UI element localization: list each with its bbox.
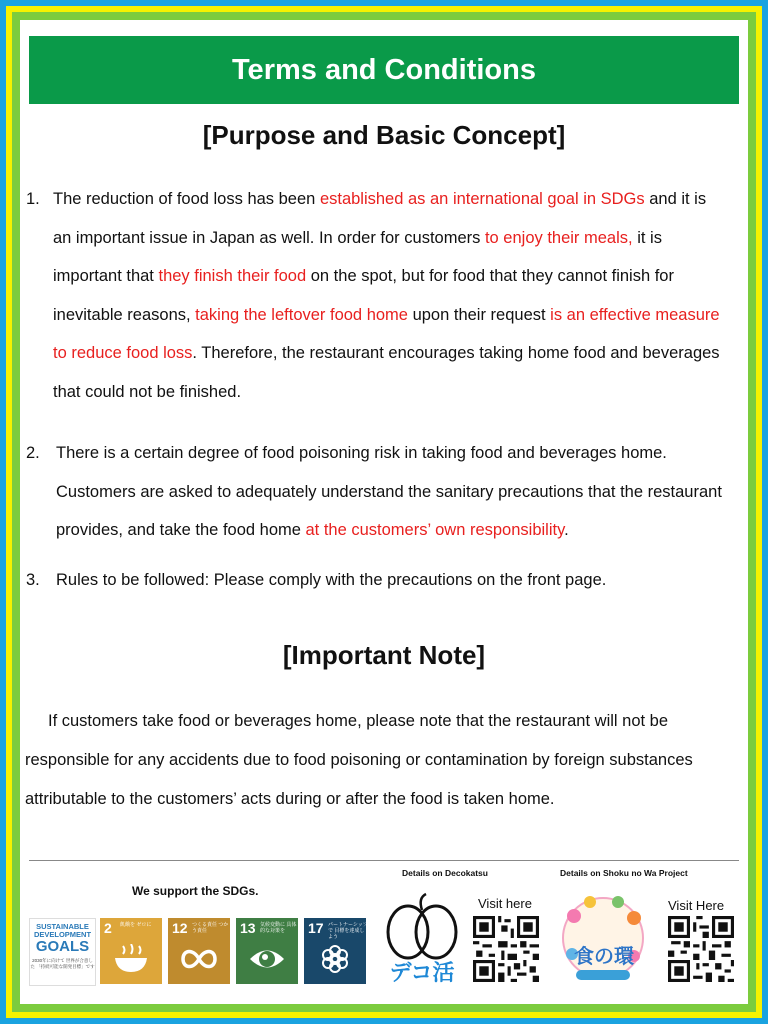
eye-globe-icon <box>249 944 285 974</box>
item-text: There is a certain degree of food poisoning risk in taking food and beverages home. Customers are asked to adequately understand the sanitary precautions that the restaurant provides, and take the food home at the customers’ own responsibility. <box>56 444 722 540</box>
shoku-no-wa-label: Details on Shoku no Wa Project <box>560 868 688 878</box>
shoku-no-wa-logo-text: 食の環 <box>574 944 634 968</box>
list-item-3 <box>26 561 738 601</box>
shoku-no-wa-visit-link[interactable]: Visit Here <box>668 898 725 913</box>
bowl-icon <box>113 944 149 974</box>
decokatsu-label: Details on Decokatsu <box>402 868 488 878</box>
item-text: Rules to be followed: Please comply with the precautions on the front page. <box>56 571 607 589</box>
section-heading-important-note: [Important Note] <box>282 640 486 670</box>
item-number: 2. <box>26 444 40 462</box>
page-title: Terms and Conditions <box>29 36 739 104</box>
infinity-icon <box>181 944 217 974</box>
decokatsu-visit-link[interactable]: Visit here <box>478 896 532 911</box>
decokatsu-qr-code-icon[interactable] <box>473 916 539 982</box>
sdg-support-label: We support the SDGs. <box>132 884 259 898</box>
footer-divider <box>29 860 739 861</box>
decokatsu-logo-text: デコ活 <box>389 960 455 985</box>
item-text: The reduction of food loss has been established as an international goal in SDGs and it is an important issue in Japan as well. In order for customers to enjoy their meals, it is important that they finish their food on the spot, but for food that they cannot finish for inevitable reasons, taking the leftover food home upon their request is an effective measure to reduce food loss. Therefore, the restaurant encourages taking home food and beverages that could not be finished. <box>53 190 720 401</box>
sdg-logo: SUSTAINABLE DEVELOPMENT GOALS 2030年に向けて 世界が合意した 「持続可能な開発目標」です <box>29 918 96 986</box>
sdg-goal-17: 17 パートナーシップで 目標を達成しよう <box>304 918 366 984</box>
list-item-2 <box>26 434 738 554</box>
list-item-1 <box>26 180 726 420</box>
item-number: 3. <box>26 571 40 589</box>
item-number: 1. <box>26 190 40 208</box>
sdg-goal-13: 13 気候変動に 具体的な対策を <box>236 918 298 984</box>
document-page <box>20 20 748 1004</box>
shoku-no-wa-qr-code-icon[interactable] <box>668 916 734 982</box>
important-note-text: If customers take food or beverages home, please note that the restaurant will not be responsible for any accidents due to food poisoning or contamination by foreign substances attributable to the customers’ acts during or after the food is taken home. <box>25 712 693 808</box>
flower-icon <box>317 944 353 974</box>
section-heading-purpose: [Purpose and Basic Concept] <box>202 120 566 150</box>
sdg-goal-12: 12 つくる責任 つかう責任 <box>168 918 230 984</box>
sdg-goal-2: 2 飢餓を ゼロに <box>100 918 162 984</box>
